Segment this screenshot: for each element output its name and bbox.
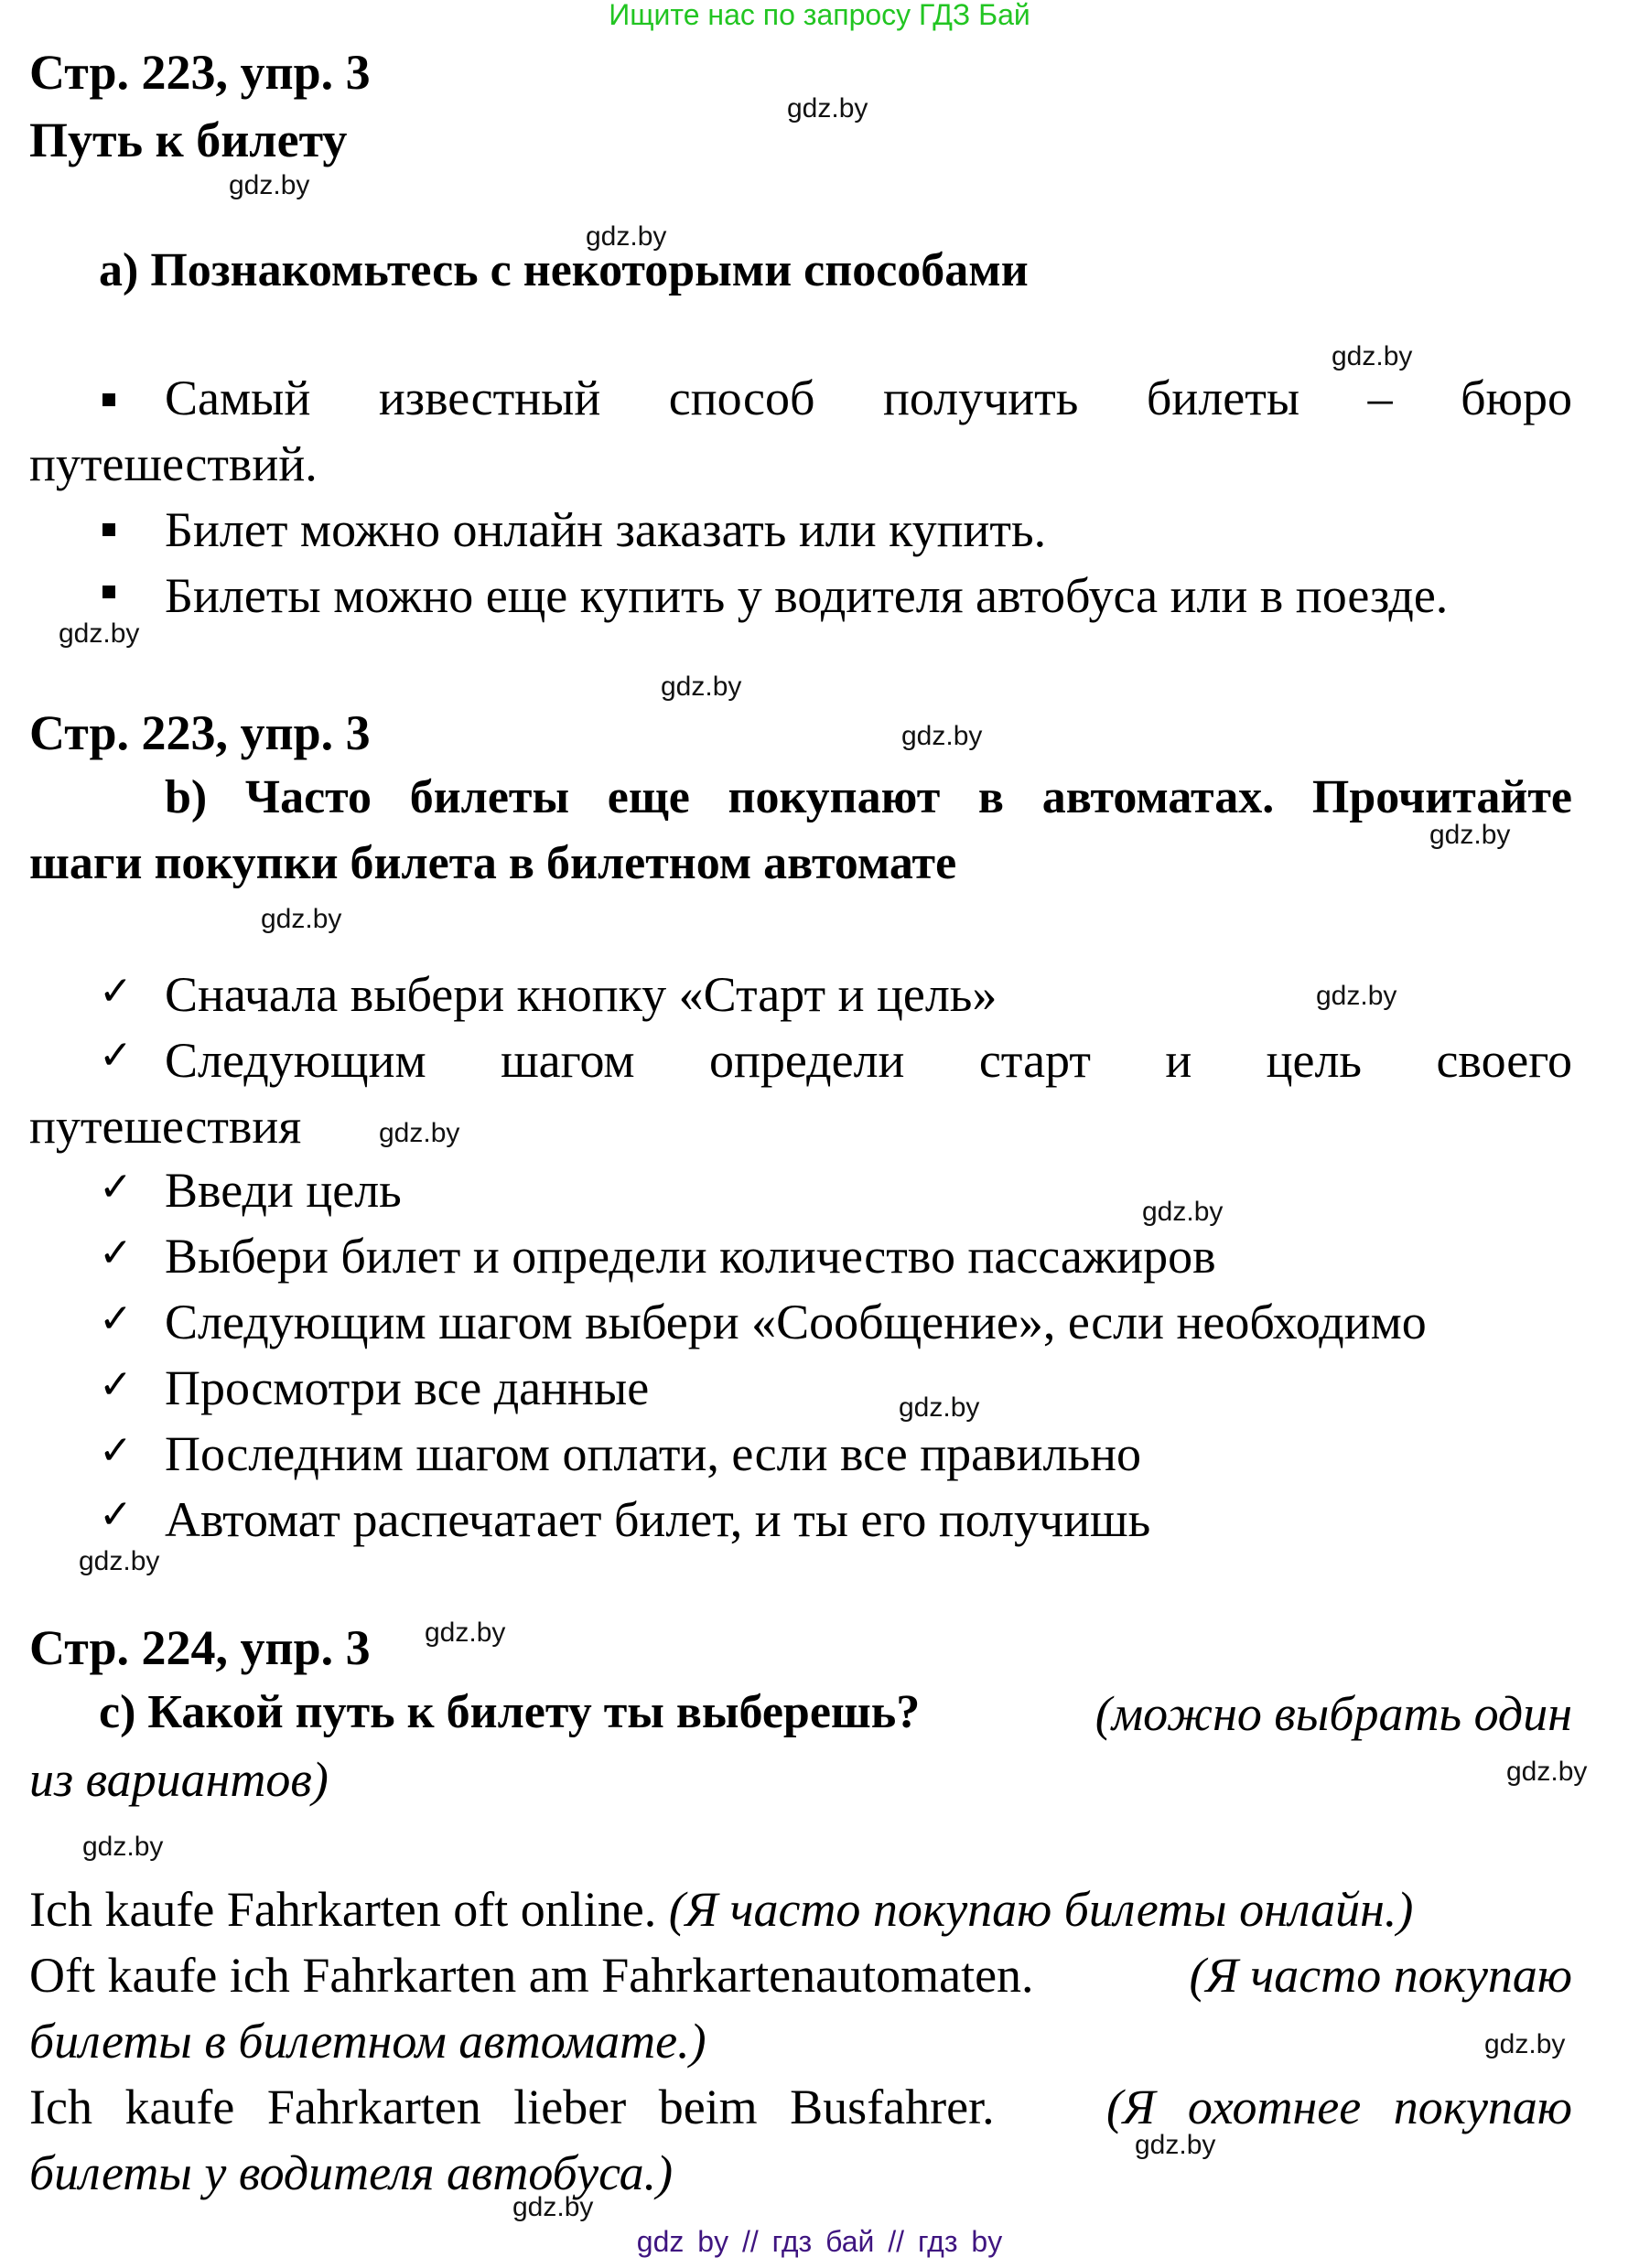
answer-3-de: Ich kaufe Fahrkarten lieber beim Busfahrer. bbox=[29, 2080, 995, 2134]
watermark: gdz.by bbox=[261, 904, 342, 934]
section3-task bbox=[99, 1685, 1572, 1742]
bullet-item-1: Самый известный способ получить билеты – бюро bbox=[165, 371, 1572, 425]
watermark: gdz.by bbox=[425, 1618, 506, 1648]
checkmark-icon: ✓ bbox=[99, 1230, 133, 1276]
step-5: Следующим шагом выбери «Сообщение», если необходимо bbox=[165, 1295, 1427, 1349]
step-8: Автомат распечатает билет, и ты его получишь bbox=[165, 1492, 1151, 1547]
footer-links[interactable]: gdz by // гдз бай // гдз by bbox=[636, 2225, 1003, 2258]
section3-task-note: (можно выбрать один bbox=[1094, 1686, 1572, 1741]
bullet-square-icon bbox=[102, 523, 115, 536]
checkmark-icon: ✓ bbox=[99, 1427, 133, 1474]
section3-task-note-cont: из вариантов) bbox=[29, 1752, 329, 1807]
watermark: gdz.by bbox=[1135, 2130, 1216, 2160]
bullet-item-3: Билеты можно еще купить у водителя автобуса или в поезде. bbox=[165, 568, 1449, 623]
answer-2 bbox=[29, 1947, 1572, 2004]
watermark: gdz.by bbox=[901, 721, 983, 751]
bullet-square-icon bbox=[102, 586, 115, 598]
answer-2-ru-cont: билеты в билетном автомате.) bbox=[29, 2014, 706, 2069]
step-3: Введи цель bbox=[165, 1163, 402, 1218]
section1-task: a) Познакомьтесь с некоторыми способами bbox=[99, 244, 1029, 296]
watermark: gdz.by bbox=[82, 1832, 164, 1862]
watermark: gdz.by bbox=[229, 170, 310, 200]
answer-2-ru: (Я часто покупаю bbox=[1189, 1948, 1572, 2003]
checkmark-icon: ✓ bbox=[99, 1361, 133, 1408]
section3-heading: Стр. 224, упр. 3 bbox=[29, 1620, 371, 1675]
checkmark-icon: ✓ bbox=[99, 1032, 133, 1079]
section2-task-line1: b) Часто билеты еще покупают в автоматах. Прочитайте bbox=[165, 771, 1572, 823]
watermark: gdz.by bbox=[59, 618, 140, 649]
answer-1 bbox=[29, 1881, 1413, 1938]
step-2-cont: путешествия bbox=[29, 1099, 302, 1154]
answer-1-ru: (Я часто покупаю билеты онлайн.) bbox=[668, 1882, 1414, 1937]
section2-heading: Стр. 223, упр. 3 bbox=[29, 705, 371, 760]
watermark: gdz.by bbox=[661, 672, 742, 702]
step-4: Выбери билет и определи количество пассажиров bbox=[165, 1229, 1216, 1284]
answer-3-ru: (Я охотнее покупаю bbox=[1105, 2080, 1572, 2134]
watermark: gdz.by bbox=[1429, 820, 1511, 850]
answer-3 bbox=[29, 2079, 1572, 2135]
section1-title: Путь к билету bbox=[29, 113, 348, 167]
step-2: Следующим шагом определи старт и цель своего bbox=[165, 1033, 1572, 1088]
watermark: gdz.by bbox=[1142, 1197, 1224, 1227]
section1-heading: Стр. 223, упр. 3 bbox=[29, 45, 371, 100]
answer-2-de: Oft kaufe ich Fahrkarten am Fahrkartenautomaten. bbox=[29, 1948, 1034, 2003]
watermark: gdz.by bbox=[787, 93, 868, 124]
watermark: gdz.by bbox=[1484, 2029, 1566, 2059]
section3-task-question: c) Какой путь к билету ты выберешь? bbox=[99, 1686, 921, 1738]
watermark: gdz.by bbox=[79, 1546, 160, 1576]
search-banner: Ищите нас по запросу ГДЗ Бай bbox=[609, 0, 1030, 31]
watermark: gdz.by bbox=[1332, 341, 1413, 371]
step-7: Последним шагом оплати, если все правильно bbox=[165, 1426, 1142, 1481]
watermark: gdz.by bbox=[1316, 981, 1397, 1011]
bullet-item-1-cont: путешествий. bbox=[29, 436, 318, 491]
step-6: Просмотри все данные bbox=[165, 1360, 650, 1415]
watermark: gdz.by bbox=[586, 221, 667, 252]
checkmark-icon: ✓ bbox=[99, 1491, 133, 1538]
watermark: gdz.by bbox=[899, 1392, 980, 1423]
bullet-item-2: Билет можно онлайн заказать или купить. bbox=[165, 502, 1047, 557]
answer-1-de: Ich kaufe Fahrkarten oft online. bbox=[29, 1882, 657, 1937]
section2-task-line2: шаги покупки билета в билетном автомате bbox=[29, 837, 957, 889]
watermark: gdz.by bbox=[1506, 1757, 1588, 1787]
watermark: gdz.by bbox=[512, 2192, 594, 2222]
answer-3-ru-cont: билеты у водителя автобуса.) bbox=[29, 2145, 674, 2200]
checkmark-icon: ✓ bbox=[99, 1164, 133, 1210]
watermark: gdz.by bbox=[379, 1118, 460, 1148]
step-1: Сначала выбери кнопку «Старт и цель» bbox=[165, 967, 997, 1022]
checkmark-icon: ✓ bbox=[99, 968, 133, 1015]
checkmark-icon: ✓ bbox=[99, 1295, 133, 1342]
